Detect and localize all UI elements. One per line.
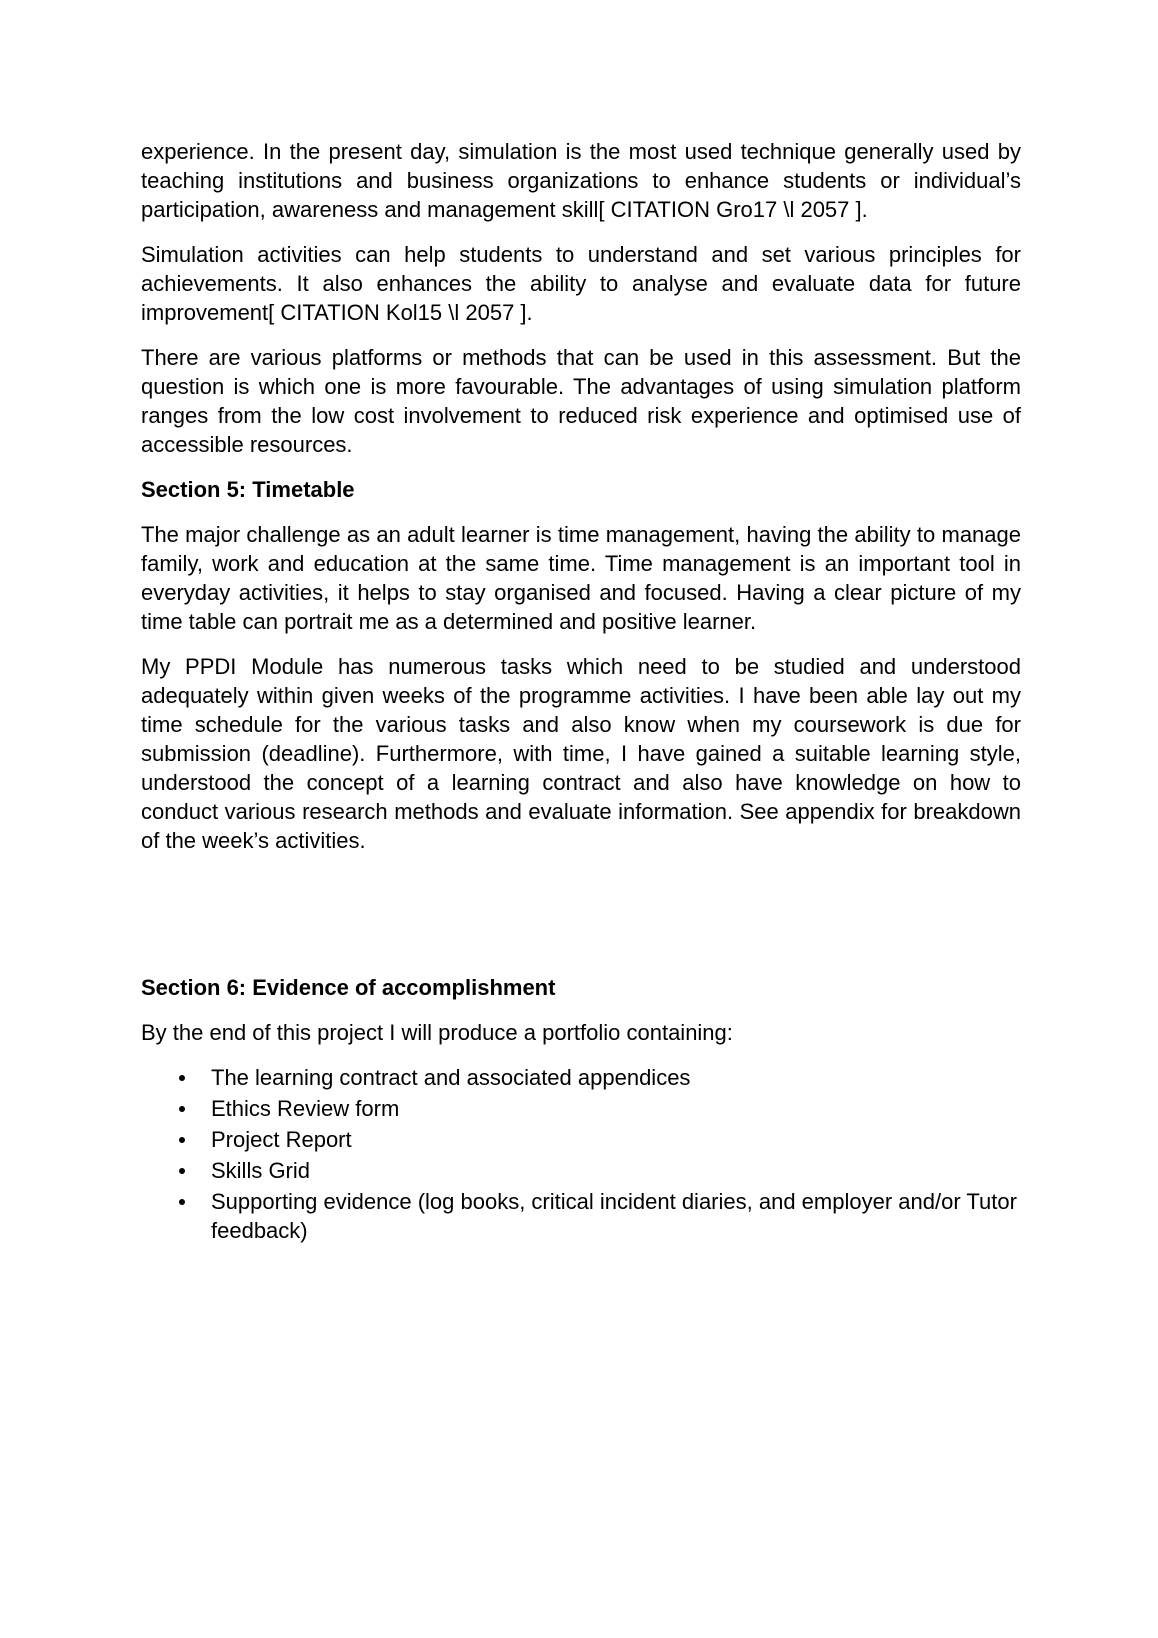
list-item: [141, 1187, 1021, 1245]
list-item: [141, 1063, 1021, 1092]
blank-space: [141, 871, 1021, 973]
list-item: [141, 1156, 1021, 1185]
list-item: [141, 1094, 1021, 1123]
paragraph-ppdi-module: My PPDI Module has numerous tasks which need to be studied and understood adequately within given weeks of the programme activities. I have been able lay out my time schedule for the various tasks and also know when my coursework is due for submission (deadline). Furthermore, with time, I have gained a suitable learning style, understood the concept of a learning contract and also have knowledge on how to conduct various research methods and evaluate information. See appendix for breakdown of the week’s activities.: [141, 654, 1021, 853]
list-item: [141, 1125, 1021, 1154]
document-body: [141, 137, 1021, 1247]
paragraph-time-management: The major challenge as an adult learner is time management, having the ability to manage family, work and education at the same time. Time management is an important tool in everyday activities, it helps to stay organised and focused. Having a clear picture of my time table can portrait me as a determined and positive learner.: [141, 522, 1021, 634]
section-5-heading: Section 5: Timetable: [141, 477, 355, 502]
paragraph-portfolio-intro: By the end of this project I will produce a portfolio containing:: [141, 1020, 733, 1045]
paragraph-simulation-activities: Simulation activities can help students to understand and set various principles for achievements. It also enhances the ability to analyse and evaluate data for future improvement[ CITATION Kol15 \l 2057 ].: [141, 242, 1021, 325]
paragraph-simulation-experience: experience. In the present day, simulation is the most used technique generally used by teaching institutions and business organizations to enhance students or individual’s participation, awareness and management skill[ CITATION Gro17 \l 2057 ].: [141, 139, 1021, 222]
list-item-text: Supporting evidence (log books, critical incident diaries, and employer and/or Tutor feedback): [211, 1189, 1017, 1243]
bullet-icon: [179, 1106, 185, 1112]
list-item-text: Skills Grid: [211, 1158, 311, 1183]
list-item-text: The learning contract and associated appendices: [211, 1065, 691, 1090]
section-6-heading: Section 6: Evidence of accomplishment: [141, 975, 556, 1000]
portfolio-bullet-list: [141, 1063, 1021, 1245]
list-item-text: Project Report: [211, 1127, 352, 1152]
list-item-text: Ethics Review form: [211, 1096, 400, 1121]
paragraph-platforms: There are various platforms or methods that can be used in this assessment. But the question is which one is more favourable. The advantages of using simulation platform ranges from the low cost involvement to reduced risk experience and optimised use of accessible resources.: [141, 345, 1021, 457]
bullet-icon: [179, 1137, 185, 1143]
bullet-icon: [179, 1199, 185, 1205]
bullet-icon: [179, 1075, 185, 1081]
bullet-icon: [179, 1168, 185, 1174]
